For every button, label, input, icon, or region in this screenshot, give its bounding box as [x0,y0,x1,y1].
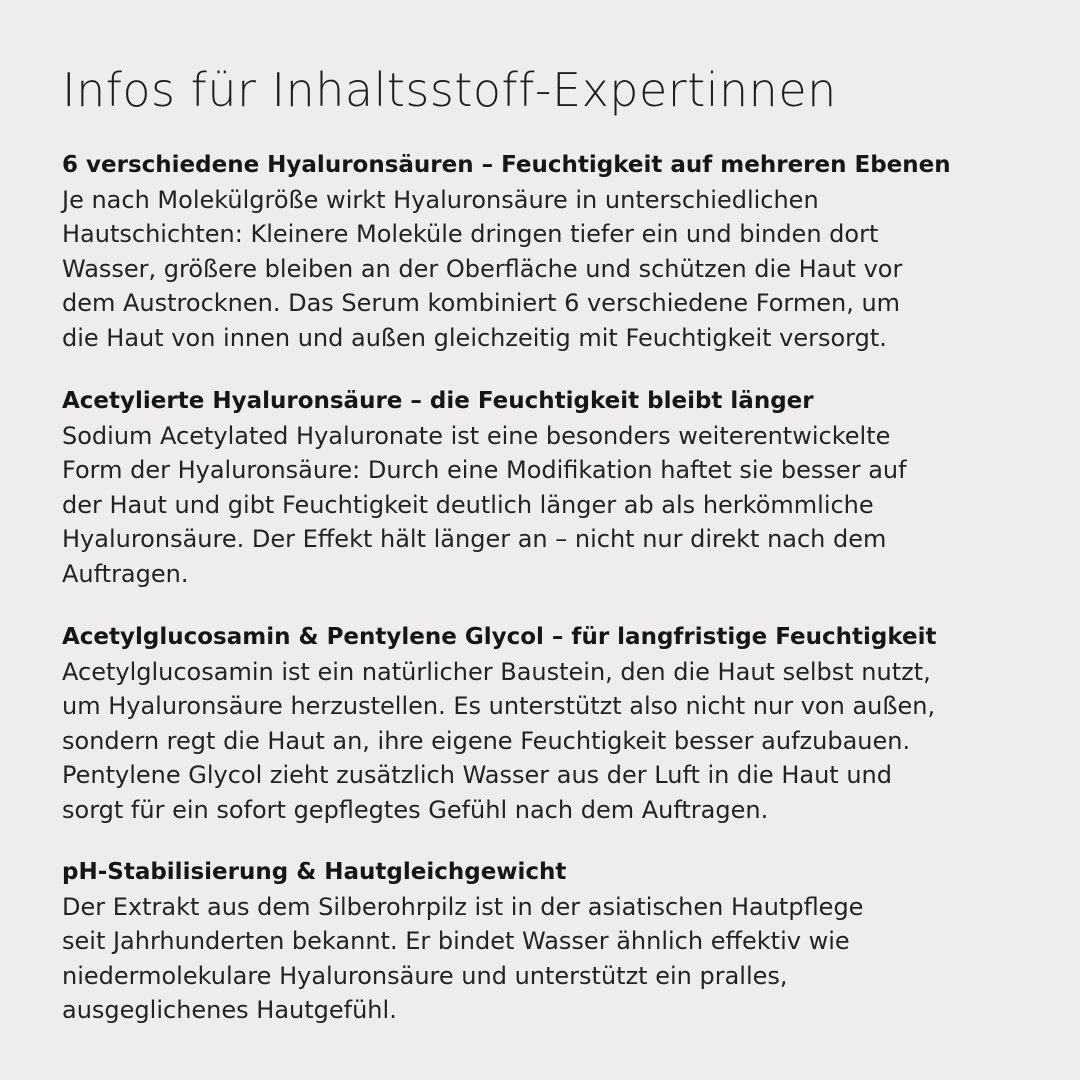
body-line: Je nach Molekülgröße wirkt Hyaluronsäure in unterschiedlichen [62,185,819,214]
body-line: Hautschichten: Kleinere Moleküle dringen tiefer ein und binden dort [62,220,879,248]
body-line: sondern regt die Haut an, ihre eigene Feuchtigkeit besser aufzubauen. [62,726,911,755]
section-body [62,655,1052,828]
section-body [62,419,1052,592]
body-line: Pentylene Glycol zieht zusätzlich Wasser aus der Luft in die Haut und [62,761,892,789]
section-body [62,183,1052,356]
body-line: Sodium Acetylated Hyaluronate ist eine besonders weiterentwickelte [62,421,891,450]
section-acetylated-hyaluronic-acid [62,384,1052,591]
section-acetylglucosamine [62,620,1052,827]
body-line: Auftragen. [62,559,189,588]
section-heading: Acetylglucosamin & Pentylene Glycol – für langfristige Feuchtigkeit [62,624,937,650]
body-line: ausgeglichenes Hautgefühl. [62,996,397,1024]
body-line: der Haut und gibt Feuchtigkeit deutlich länger ab als herkömmliche [62,490,874,519]
section-body [62,890,1052,1028]
page-title: Infos für Inhaltsstoff-Expertinnen [62,63,837,117]
body-line: Wasser, größere bleiben an der Oberfläche und schützen die Haut vor [62,254,903,283]
body-line: um Hyaluronsäure herzustellen. Es unterstützt also nicht nur von außen, [62,692,936,720]
section-heading: 6 verschiedene Hyaluronsäuren – Feuchtigkeit auf mehreren Ebenen [62,152,951,178]
document-page [62,62,1052,1028]
body-line: seit Jahrhunderten bekannt. Er bindet Wasser ähnlich effektiv wie [62,927,850,955]
body-line: Hyaluronsäure. Der Effekt hält länger an – nicht nur direkt nach dem [62,525,887,553]
section-heading: pH-Stabilisierung & Hautgleichgewicht [62,859,567,885]
body-line: Form der Hyaluronsäure: Durch eine Modifikation haftet sie besser auf [62,456,907,484]
section-heading: Acetylierte Hyaluronsäure – die Feuchtigkeit bleibt länger [62,388,814,414]
body-line: niedermolekulare Hyaluronsäure und unterstützt ein pralles, [62,961,788,990]
body-line: Acetylglucosamin ist ein natürlicher Baustein, den die Haut selbst nutzt, [62,657,931,686]
section-ph-stabilization [62,855,1052,1028]
body-line: die Haut von innen und außen gleichzeitig mit Feuchtigkeit versorgt. [62,323,887,352]
section-hyaluronic-acids [62,148,1052,355]
body-line: dem Austrocknen. Das Serum kombiniert 6 verschiedene Formen, um [62,289,901,317]
body-line: sorgt für ein sofort gepflegtes Gefühl nach dem Auftragen. [62,795,769,824]
body-line: Der Extrakt aus dem Silberohrpilz ist in der asiatischen Hautpflege [62,892,864,921]
